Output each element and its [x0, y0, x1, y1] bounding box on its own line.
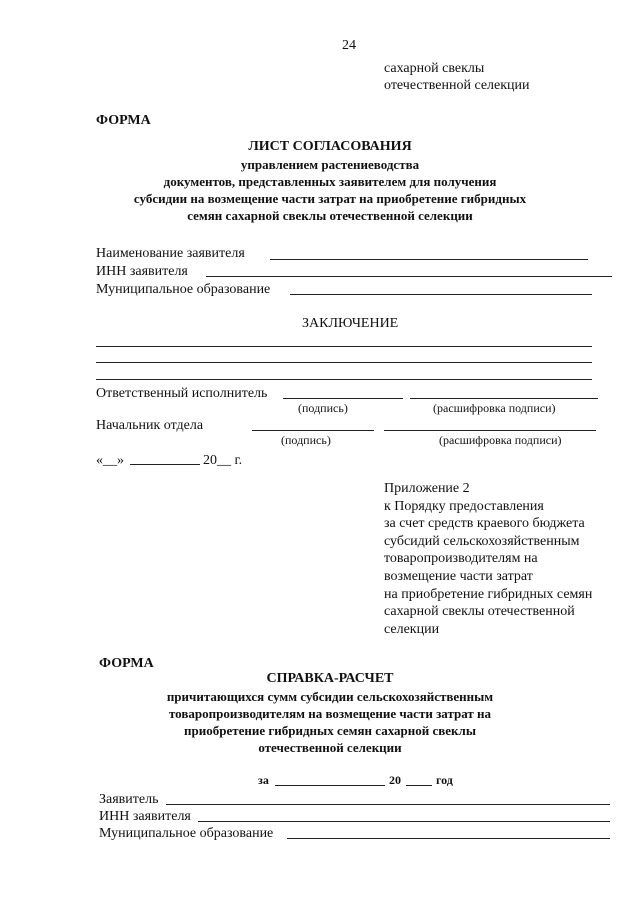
signature-caption: (подпись)	[298, 401, 348, 415]
subtitle-line: отечественной селекции	[258, 740, 402, 755]
head-label: Начальник отдела	[96, 418, 204, 433]
appendix-line: за счет средств краевого бюджета	[384, 516, 585, 532]
responsible-decoding-field[interactable]	[410, 398, 598, 399]
subtitle-line: причитающихся сумм субсидии сельскохозяйственным	[166, 689, 494, 704]
subtitle-line: управлением растениеводства	[240, 157, 420, 172]
form-title: ЛИСТ СОГЛАСОВАНИЯ	[248, 139, 412, 154]
page-number: 24	[342, 38, 356, 53]
period-year-prefix: 20	[389, 773, 401, 787]
subtitle-line: документов, представленных заявителем для получения	[163, 174, 497, 189]
municipality-field[interactable]	[290, 294, 592, 295]
appendix-line: Приложение 2	[384, 481, 470, 496]
form-subtitle	[120, 688, 540, 756]
applicant-name-label: Наименование заявителя	[96, 246, 245, 261]
subtitle-line: субсидии на возмещение части затрат на приобретение гибридных	[133, 191, 527, 206]
form-label: ФОРМА	[99, 656, 154, 671]
appendix-line: селекции	[384, 621, 440, 637]
date-day: «__»	[96, 453, 124, 468]
applicant-label: Заявитель	[99, 792, 159, 807]
head-signature-field[interactable]	[252, 430, 374, 431]
inn-field[interactable]	[206, 276, 612, 277]
header-note	[384, 60, 624, 94]
responsible-signature-field[interactable]	[283, 398, 403, 399]
inn-label: ИНН заявителя	[99, 809, 191, 824]
appendix-line: возмещение части затрат	[384, 568, 533, 584]
inn-label: ИНН заявителя	[96, 264, 188, 279]
date-month-field[interactable]	[130, 464, 200, 465]
date-year: 20__ г.	[203, 453, 243, 468]
header-note-line: отечественной селекции	[384, 78, 530, 93]
conclusion-line[interactable]	[96, 362, 592, 363]
conclusion-line[interactable]	[96, 379, 592, 380]
applicant-name-field[interactable]	[270, 259, 588, 260]
municipality-field[interactable]	[287, 838, 610, 839]
period-year-field[interactable]	[406, 785, 432, 786]
appendix-line: сахарной свеклы отечественной	[384, 604, 575, 620]
signature-caption: (подпись)	[281, 433, 331, 447]
conclusion-line[interactable]	[96, 346, 592, 347]
municipality-label: Муниципальное образование	[96, 282, 271, 297]
period-year-suffix: год	[436, 773, 453, 787]
municipality-label: Муниципальное образование	[99, 826, 274, 841]
responsible-label: Ответственный исполнитель	[96, 386, 268, 401]
appendix-line: субсидий сельскохозяйственным	[384, 533, 580, 549]
applicant-field[interactable]	[166, 804, 610, 805]
appendix-line: на приобретение гибридных семян	[384, 586, 593, 602]
period-field[interactable]	[275, 785, 385, 786]
subtitle-line: семян сахарной свеклы отечественной селекции	[187, 208, 473, 223]
subtitle-line: приобретение гибридных семян сахарной свеклы	[184, 723, 476, 738]
form-label: ФОРМА	[96, 113, 151, 128]
appendix-line: товаропроизводителям на	[384, 551, 538, 567]
period-for: за	[258, 773, 269, 787]
decoding-caption: (расшифровка подписи)	[433, 401, 556, 415]
inn-field[interactable]	[198, 821, 610, 822]
form-title: СПРАВКА-РАСЧЕТ	[266, 671, 394, 686]
subtitle-line: товаропроизводителям на возмещение части затрат на	[168, 706, 492, 721]
appendix-line: к Порядку предоставления	[384, 498, 544, 514]
appendix-note	[384, 480, 634, 638]
header-note-line: сахарной свеклы	[384, 61, 485, 76]
head-decoding-field[interactable]	[384, 430, 596, 431]
conclusion-title: ЗАКЛЮЧЕНИЕ	[302, 316, 399, 331]
decoding-caption: (расшифровка подписи)	[439, 433, 562, 447]
form-subtitle	[120, 156, 540, 224]
